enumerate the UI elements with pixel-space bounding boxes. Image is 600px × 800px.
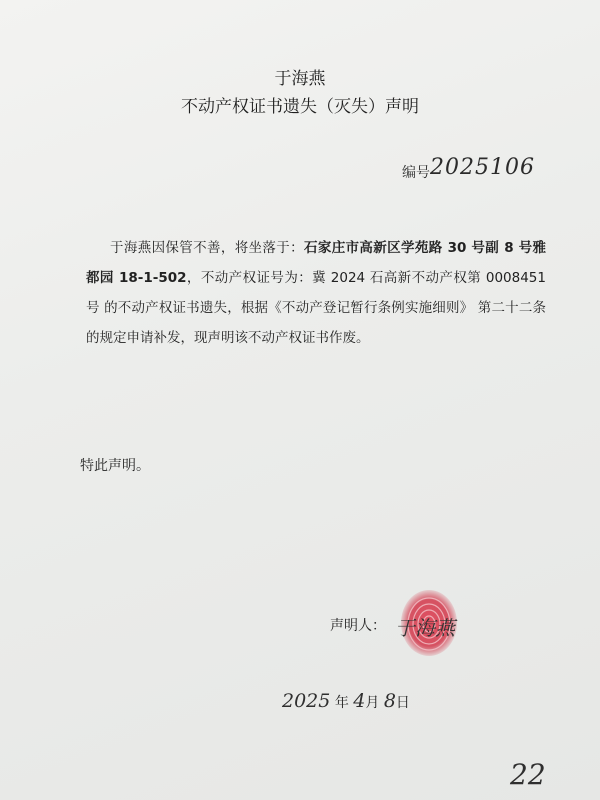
handwritten-signature: 于海燕 xyxy=(395,616,455,640)
date-year-unit: 年 xyxy=(334,695,349,711)
declarant-name-heading: 于海燕 xyxy=(274,69,326,89)
statement-details: ，不动产权证号为：冀 2024 石高新不动产权第 0008451 号 的不动产权证书遗失，根据《不动产登记暂行条例实施细则》 第二十二条的规定申请补发，现声明该不动产权证书作废。 xyxy=(86,270,546,346)
document-title: 不动产权证书遗失（灭失）声明 xyxy=(181,97,419,117)
document-number-label: 编号 xyxy=(402,165,430,181)
statement-intro: 于海燕因保管不善，将坐落于： xyxy=(110,240,304,256)
date-day-unit: 日 xyxy=(395,695,410,711)
handwritten-page-number: 22 xyxy=(510,758,546,791)
date-month-unit: 月 xyxy=(365,695,380,711)
signature-label: 声明人： xyxy=(330,618,386,634)
document-number-value: 2025106 xyxy=(430,155,535,180)
document-number xyxy=(402,155,535,183)
property-address: 石家庄市高新区学苑路 30 号副 8 号雅都园 18-1-502 xyxy=(86,240,547,286)
closing-statement: 特此声明。 xyxy=(80,458,150,474)
signature-date xyxy=(282,690,410,712)
date-day: 8 xyxy=(383,690,396,712)
date-year: 2025 xyxy=(282,690,331,712)
statement-body xyxy=(86,233,546,353)
document-header xyxy=(0,65,600,121)
date-month: 4 xyxy=(353,690,366,712)
